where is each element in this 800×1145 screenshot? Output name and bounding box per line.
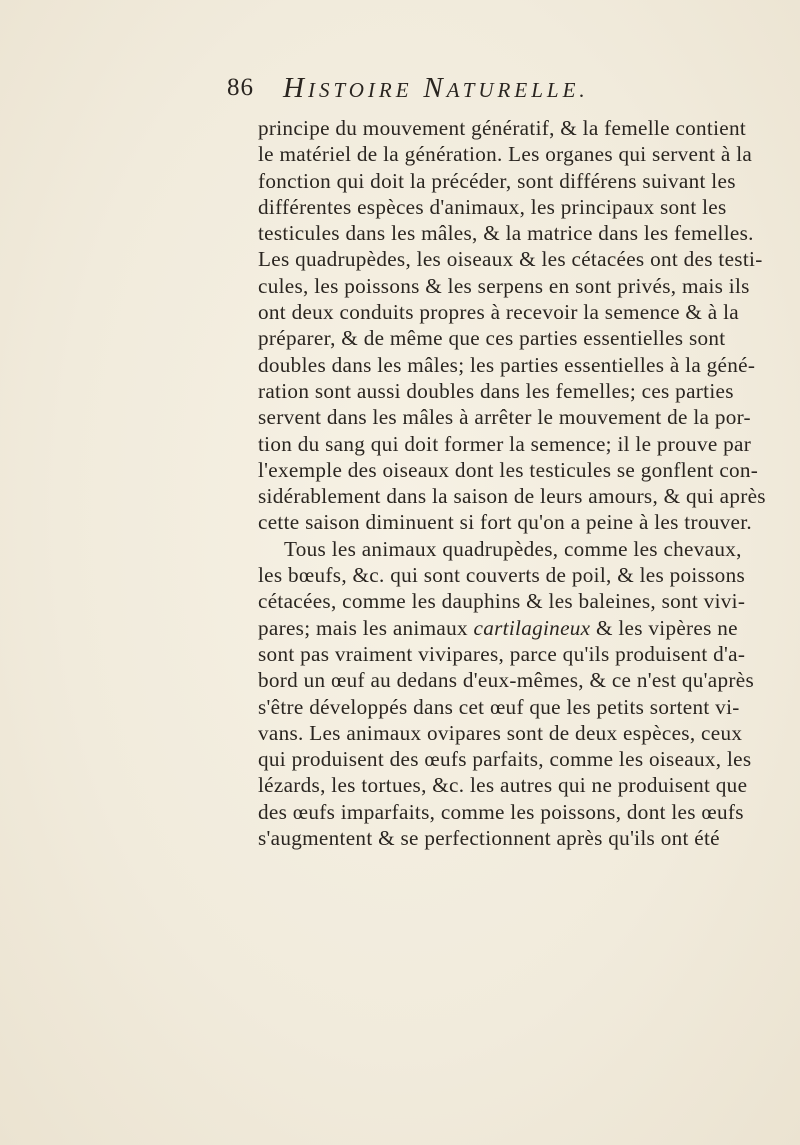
text-line-content: servent dans les mâles à arrêter le mouvement de la por- <box>258 405 751 430</box>
text-line-content: les bœufs, &c. qui sont couverts de poil, & les poissons <box>258 563 746 588</box>
text-line <box>258 378 800 404</box>
text-line <box>258 588 800 614</box>
text-line-content: sidérablement dans la saison de leurs amours, & qui après <box>258 484 766 509</box>
text-line-content: s'être développés dans cet œuf que les petits sortent vi- <box>258 694 740 719</box>
text-line <box>258 352 800 378</box>
text-line-content: Tous les animaux quadrupèdes, comme les chevaux, <box>284 536 742 561</box>
text-line-content: cétacées, comme les dauphins & les baleines, sont vivi- <box>258 589 746 614</box>
text-line-content: préparer, & de même que ces parties essentielles sont <box>258 326 726 351</box>
text-line <box>258 141 800 167</box>
text-line-content: ont deux conduits propres à recevoir la semence & à la <box>258 300 739 325</box>
text-line <box>258 509 800 535</box>
text-line <box>258 746 800 772</box>
text-line-content: qui produisent des œufs parfaits, comme les oiseaux, les <box>258 747 752 772</box>
text-line <box>258 431 800 457</box>
text-line-continuation: & les vipères ne <box>590 615 738 640</box>
body-text <box>258 115 800 851</box>
text-line-content: s'augmentent & se perfectionnent après qu'ils ont été <box>258 826 720 851</box>
text-line <box>258 772 800 798</box>
text-line <box>258 115 800 141</box>
text-line-content: différentes espèces d'animaux, les principaux sont les <box>258 194 727 219</box>
page-header <box>227 70 647 110</box>
text-line-content: ration sont aussi doubles dans les femelles; ces parties <box>258 378 734 403</box>
text-line-content: sont pas vraiment vivipares, parce qu'ils produisent d'a- <box>258 641 746 666</box>
text-line <box>258 404 800 430</box>
text-line <box>258 615 800 641</box>
text-line-content: tion du sang qui doit former la semence; il le prouve par <box>258 431 752 456</box>
text-line-content: vans. Les animaux ovipares sont de deux espèces, ceux <box>258 720 743 745</box>
text-line <box>258 246 800 272</box>
text-line-content: principe du mouvement génératif, & la femelle contient <box>258 116 747 140</box>
text-line-content: fonction qui doit la précéder, sont différens suivant les <box>258 168 736 193</box>
text-line <box>258 299 800 325</box>
text-line-content: bord un œuf au dedans d'eux-mêmes, & ce n'est qu'après <box>258 668 754 693</box>
text-line <box>258 694 800 720</box>
italic-term: cartilagineux <box>473 615 591 640</box>
text-line <box>258 799 800 825</box>
text-line <box>258 273 800 299</box>
text-line <box>258 641 800 667</box>
text-line-content: le matériel de la génération. Les organes qui servent à la <box>258 142 753 167</box>
text-line-content: des œufs imparfaits, comme les poissons, dont les œufs <box>258 799 744 824</box>
text-line <box>258 536 800 562</box>
text-line-content: pares; mais les animaux <box>258 615 468 640</box>
text-line-content: cette saison diminuent si fort qu'on a peine à les trouver. <box>258 510 752 535</box>
text-line <box>258 220 800 246</box>
running-title: HISTOIRE NATURELLE. <box>283 72 589 104</box>
text-line-content: l'exemple des oiseaux dont les testicules se gonflent con- <box>258 457 759 482</box>
text-line <box>258 667 800 693</box>
text-line <box>258 825 800 851</box>
page-number: 86 <box>227 74 254 101</box>
text-line-content: Les quadrupèdes, les oiseaux & les cétacées ont des testi- <box>258 247 763 272</box>
text-line <box>258 720 800 746</box>
text-line <box>258 562 800 588</box>
text-line <box>258 194 800 220</box>
text-line-content: doubles dans les mâles; les parties essentielles à la géné- <box>258 352 756 377</box>
text-line <box>258 325 800 351</box>
text-line <box>258 457 800 483</box>
text-line-content: cules, les poissons & les serpens en sont privés, mais ils <box>258 273 750 298</box>
text-line <box>258 483 800 509</box>
text-line-content: testicules dans les mâles, & la matrice dans les femelles. <box>258 221 754 246</box>
text-line <box>258 168 800 194</box>
text-line-content: lézards, les tortues, &c. les autres qui ne produisent que <box>258 773 748 798</box>
